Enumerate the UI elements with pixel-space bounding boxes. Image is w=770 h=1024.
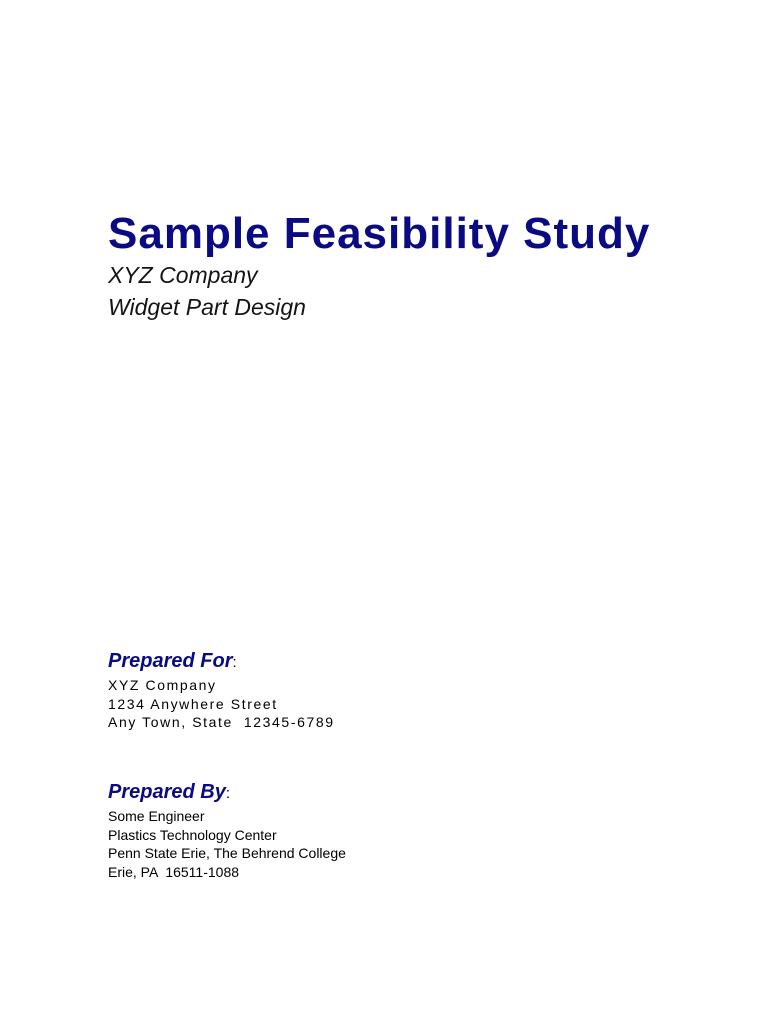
prepared-by-colon: :	[225, 785, 231, 802]
prepared-for-address	[108, 676, 335, 732]
prepared-by-line-institution: Penn State Erie, The Behrend College	[108, 845, 346, 861]
prepared-by-address	[108, 807, 346, 881]
prepared-for-heading	[108, 648, 237, 676]
document-title: Sample Feasibility Study	[108, 209, 651, 258]
subtitle-project: Widget Part Design	[108, 294, 306, 320]
prepared-for-line-company: XYZ Company	[108, 677, 217, 693]
prepared-for-line-street: 1234 Anywhere Street	[108, 695, 278, 712]
prepared-for-label: Prepared For	[108, 650, 233, 672]
prepared-by-line-department: Plastics Technology Center	[108, 826, 277, 843]
prepared-for-colon: :	[232, 654, 237, 671]
prepared-by-line-name: Some Engineer	[108, 808, 205, 824]
subtitle-company: XYZ Company	[108, 262, 258, 288]
prepared-by-heading	[108, 779, 230, 807]
prepared-for-line-city: Any Town, State 12345-6789	[108, 714, 335, 730]
prepared-by-line-city: Erie, PA 16511-1088	[108, 863, 240, 880]
prepared-by-label: Prepared By	[108, 781, 226, 803]
